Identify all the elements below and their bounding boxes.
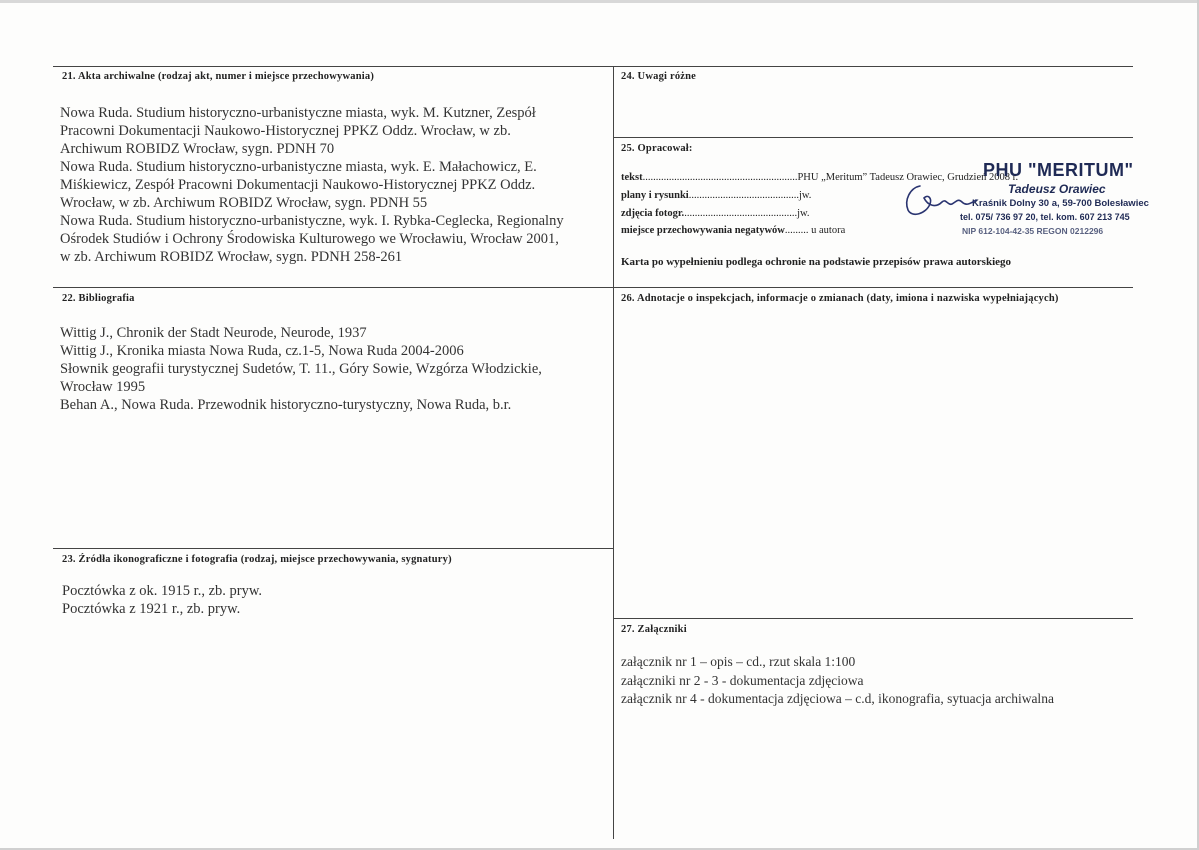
author-row-plans: plany i rysunki..........................................jw. [621,190,812,201]
section-24-header: 24. Uwagi różne [621,71,697,82]
list-item: Pocztówka z 1921 r., zb. pryw. [62,601,241,617]
stamp-nip: NIP 612-104-42-35 REGON 0212296 [962,226,1104,236]
stamp-owner: Tadeusz Orawiec [1008,182,1106,196]
section-27-content [621,653,1054,709]
section-27-header: 27. Załączniki [621,624,687,635]
divider-row-2 [53,287,1133,288]
list-item: Archiwum ROBIDZ Wrocław, sygn. PDNH 70 [60,141,335,157]
list-item: Nowa Ruda. Studium historyczno-urbanistyczne, wyk. I. Rybka-Ceglecka, Regionalny [60,213,564,229]
list-item: Pocztówka z ok. 1915 r., zb. pryw. [62,583,263,599]
table-top-border [53,66,1133,67]
list-item: Wittig J., Kronika miasta Nowa Ruda, cz.1-5, Nowa Ruda 2004-2006 [60,343,464,359]
author-row-photos: zdjęcia fotogr............................................jw. [621,208,810,219]
author-row-text: tekst...........................................................PHU „Meritum” Tadeusz Orawiec, Grudzień 2008 r. [621,172,1019,183]
section-21-header: 21. Akta archiwalne (rodzaj akt, numer i miejsce przechowywania) [62,71,375,82]
copyright-notice: Karta po wypełnieniu podlega ochronie na podstawie przepisów prawa autorskiego [621,256,1012,268]
list-item: Wittig J., Chronik der Stadt Neurode, Neurode, 1937 [60,325,367,341]
list-item: Behan A., Nowa Ruda. Przewodnik historyczno-turystyczny, Nowa Ruda, b.r. [60,397,512,413]
list-item: Nowa Ruda. Studium historyczno-urbanistyczne miasta, wyk. E. Małachowicz, E. [60,159,537,175]
list-item: Wrocław 1995 [60,379,146,395]
section-21-content [60,104,564,266]
section-22-content [60,324,542,414]
list-item: załączniki nr 2 - 3 - dokumentacja zdjęciowa [621,672,864,688]
author-row-negatives: miejsce przechowywania negatywów......... u autora [621,225,846,236]
stamp-address: Kraśnik Dolny 30 a, 59-700 Bolesławiec [972,198,1149,209]
divider-22-23 [53,548,613,549]
section-26-header: 26. Adnotacje o inspekcjach, informacje o zmianach (daty, imiona i nazwiska wypełniających) [621,293,1059,304]
divider-26-27 [614,618,1133,619]
table-column-divider [613,66,614,839]
list-item: Słownik geografii turystycznej Sudetów, T. 11., Góry Sowie, Wzgórza Włodzickie, [60,361,542,377]
list-item: Ośrodek Studiów i Ochrony Środowiska Kulturowego we Wrocławiu, Wrocław 2001, [60,231,559,247]
divider-24-25 [614,137,1133,138]
stamp-company-name: PHU "MERITUM" [983,160,1134,180]
list-item: Nowa Ruda. Studium historyczno-urbanistyczne miasta, wyk. M. Kutzner, Zespół [60,105,536,121]
section-23-header: 23. Źródła ikonograficzne i fotografia (rodzaj, miejsce przechowywania, sygnatury) [62,554,452,565]
list-item: w zb. Archiwum ROBIDZ Wrocław, sygn. PDNH 258-261 [60,249,403,265]
stamp-phone: tel. 075/ 736 97 20, tel. kom. 607 213 745 [960,212,1130,222]
section-25-header: 25. Opracował: [621,143,693,154]
page-edge-top [0,0,1199,3]
section-23-content [62,582,262,618]
list-item: Miśkiewicz, Zespół Pracowni Dokumentacji Naukowo-Historycznej PPKZ Oddz. [60,177,536,193]
list-item: Pracowni Dokumentacji Naukowo-Historycznej PPKZ Oddz. Wrocław, w zb. [60,123,511,139]
list-item: załącznik nr 4 - dokumentacja zdjęciowa – c.d, ikonografia, sytuacja archiwalna [621,691,1054,706]
section-22-header: 22. Bibliografia [62,293,135,304]
list-item: załącznik nr 1 – opis – cd., rzut skala 1:100 [621,654,856,669]
signature-graphic [898,180,978,222]
list-item: Wrocław, w zb. Archiwum ROBIDZ Wrocław, sygn. PDNH 55 [60,195,428,211]
